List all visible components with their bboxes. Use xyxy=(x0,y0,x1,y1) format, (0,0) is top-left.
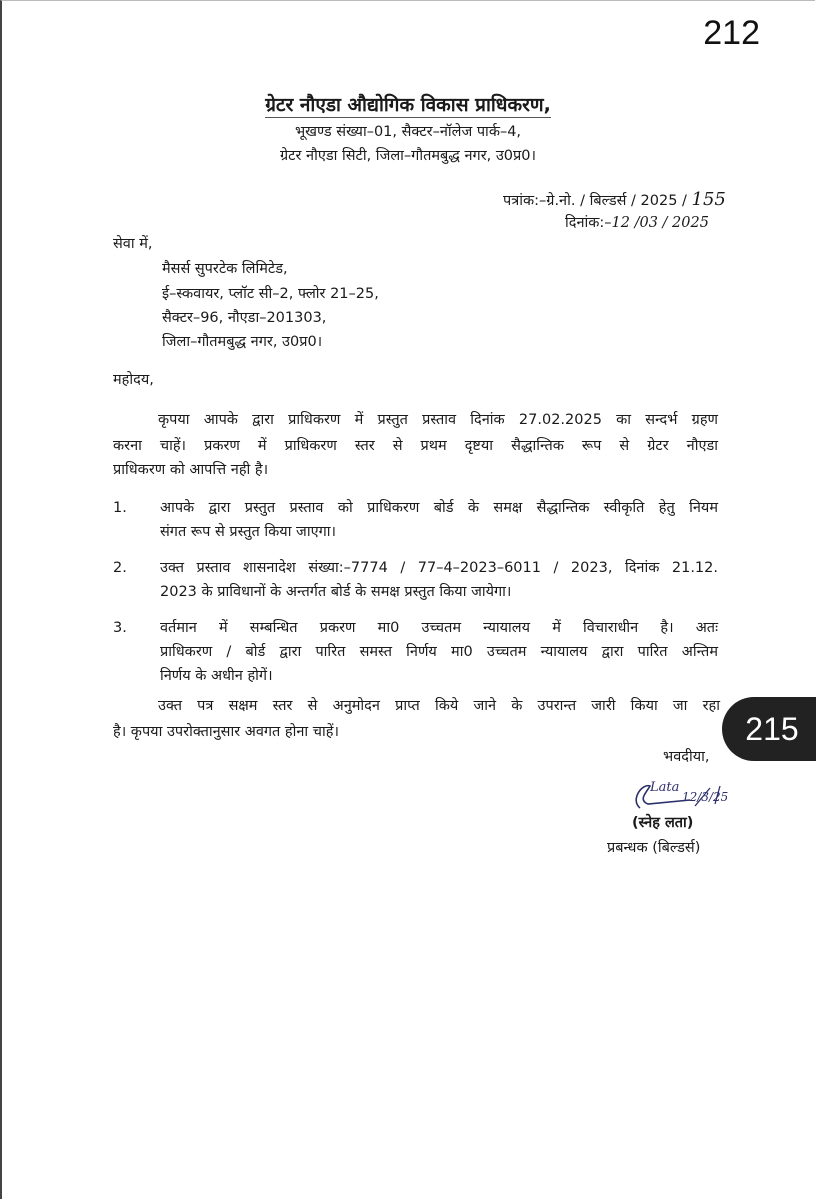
reference-date: दिनांक:–12 /03 / 2025 xyxy=(565,215,709,231)
addressee-line: ई–स्कवायर, प्लॉट सी–2, फ्लोर 21–25, xyxy=(162,286,379,302)
addressee-line: सैक्टर–96, नौएडा–201303, xyxy=(162,310,327,326)
letterhead-address-2: ग्रेटर नौएडा सिटी, जिला–गौतमबुद्ध नगर, उ0प्र0। xyxy=(280,148,536,164)
point-line: संगत रूप से प्रस्तुत किया जाएगा। xyxy=(160,524,337,540)
greeting: महोदय, xyxy=(113,372,154,388)
signatory-name: (स्नेह लता) xyxy=(632,815,694,831)
addressee-line: मैसर्स सुपरटेक लिमिटेड, xyxy=(162,261,288,277)
point-line: उक्त प्रस्ताव शासनादेश संख्या:–7774 / 77–4–2023–6011 / 2023, दिनांक 21.12. xyxy=(160,560,718,576)
sign-off: भवदीया, xyxy=(663,749,710,765)
point-line: वर्तमान में सम्बन्धित प्रकरण मा0 उच्चतम न्यायालय में विचाराधीन है। अतः xyxy=(160,620,718,636)
point-number: 2. xyxy=(113,560,127,576)
closing-line: उक्त पत्र सक्षम स्तर से अनुमोदन प्राप्त किये जाने के उपरान्त जारी किया जा रहा xyxy=(158,698,720,714)
letterhead-address-1: भूखण्ड संख्या–01, सैक्टर–नॉलेज पार्क–4, xyxy=(294,124,522,140)
intro-line: करना चाहें। प्रकरण में प्राधिकरण स्तर से प्रथम दृष्टया सैद्धान्तिक रूप से ग्रेटर नौएडा xyxy=(113,438,718,454)
letterhead-title: ग्रेटर नौएडा औद्योगिक विकास प्राधिकरण, xyxy=(265,94,551,116)
point-number: 3. xyxy=(113,620,127,636)
signatory-title: प्रबन्धक (बिल्डर्स) xyxy=(607,840,701,856)
closing-line: है। कृपया उपरोक्तानुसार अवगत होना चाहें। xyxy=(113,724,339,740)
salutation-to: सेवा में, xyxy=(113,236,153,252)
intro-line: कृपया आपके द्वारा प्राधिकरण में प्रस्तुत प्रस्ताव दिनांक 27.02.2025 का सन्दर्भ ग्रहण xyxy=(158,412,718,428)
intro-line: प्राधिकरण को आपत्ति नही है। xyxy=(113,462,269,478)
point-line: आपके द्वारा प्रस्तुत प्रस्ताव को प्राधिकरण बोर्ड के समक्ष सैद्धान्तिक स्वीकृति हेतु नियम xyxy=(160,500,718,516)
reference-number: पत्रांक:–ग्रे.नो. / बिल्डर्स / 2025 / 155 xyxy=(503,189,726,210)
point-line: 2023 के प्राविधानों के अन्तर्गत बोर्ड के समक्ष प्रस्तुत किया जायेगा। xyxy=(160,584,512,600)
point-number: 1. xyxy=(113,500,127,516)
page-count-badge: 215 xyxy=(722,697,816,761)
addressee-line: जिला–गौतमबुद्ध नगर, उ0प्र0। xyxy=(162,334,323,350)
signature: Lata 12/3/25 xyxy=(620,778,740,822)
point-line: निर्णय के अधीन होगें। xyxy=(160,668,273,684)
page-number: 212 xyxy=(703,14,760,52)
point-line: प्राधिकरण / बोर्ड द्वारा पारित समस्त निर्णय मा0 उच्चतम न्यायालय द्वारा पारित अन्तिम xyxy=(160,644,718,660)
